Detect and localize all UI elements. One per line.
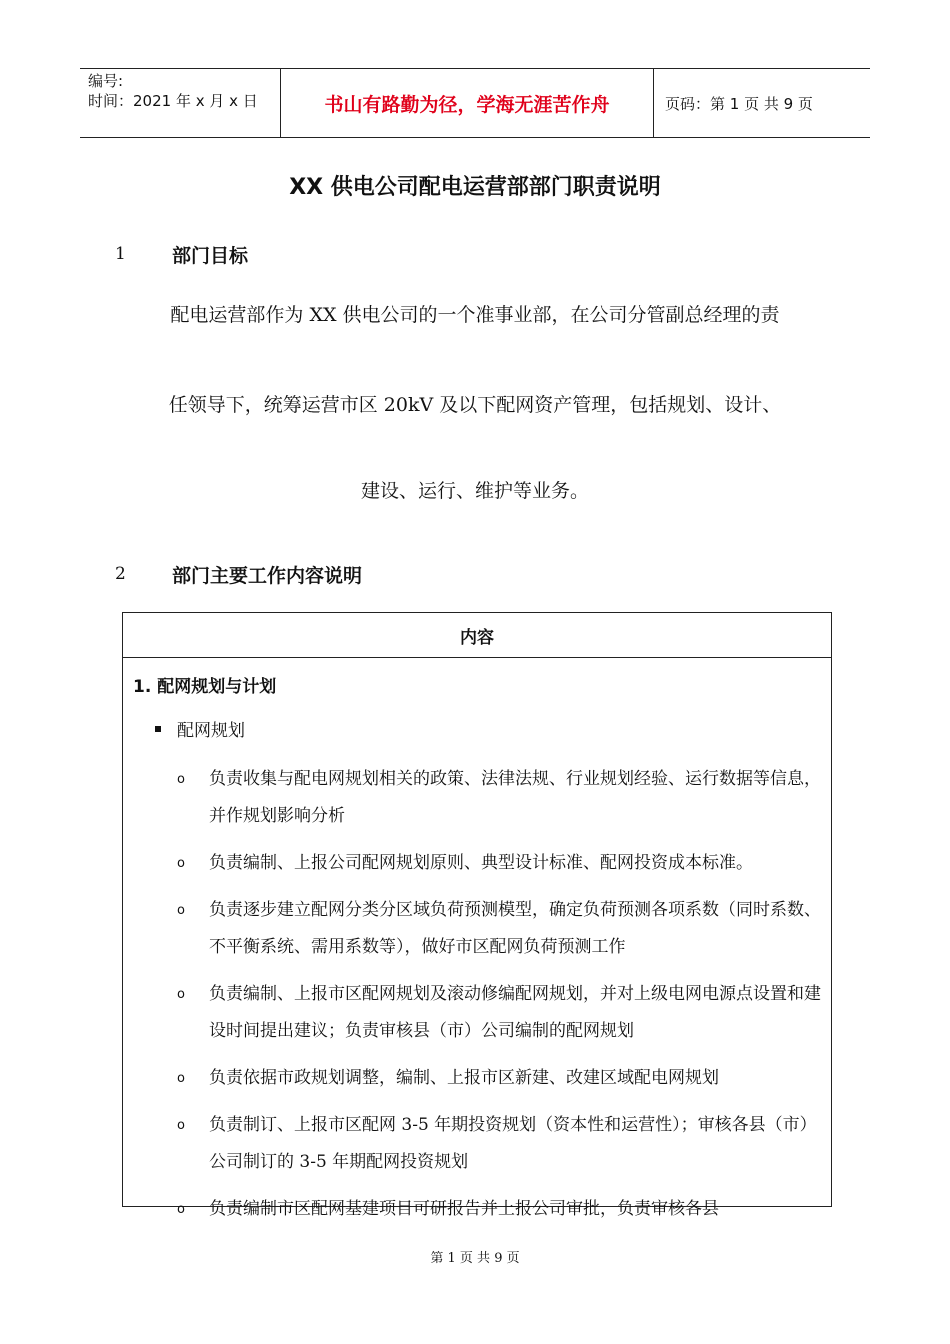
list-item	[177, 892, 827, 966]
list-item-text: 负责编制市区配网基建项目可研报告并上报公司审批，负责审核各县	[209, 1199, 719, 1219]
section1-number: 1	[115, 244, 126, 264]
table-header: 内容	[123, 613, 831, 658]
table-item-list	[177, 761, 827, 1238]
page-header	[80, 68, 870, 138]
list-item	[177, 1107, 827, 1181]
list-item-text: 负责依据市政规划调整，编制、上报市区新建、改建区域配电网规划	[209, 1068, 719, 1088]
header-page-info: 页码：第 1 页 共 9 页	[665, 95, 813, 113]
document-date-label: 时间：2021 年 x 月 x 日	[88, 92, 258, 110]
document-title: XX 供电公司配电运营部部门职责说明	[289, 175, 661, 200]
section1-line-1: 配电运营部作为 XX 供电公司的一个准事业部，在公司分管副总经理的责	[170, 304, 780, 326]
table-subtitle	[155, 716, 245, 741]
list-item-text: 负责编制、上报公司配网规划原则、典型设计标准、配网投资成本标准。	[209, 853, 753, 873]
list-item	[177, 1060, 827, 1097]
section2-number: 2	[115, 564, 126, 584]
document-number-label: 编号:	[88, 72, 124, 90]
circle-bullet-icon: o	[177, 903, 185, 918]
list-item	[177, 976, 827, 1050]
table-group-title: 1. 配网规划与计划	[133, 677, 277, 697]
circle-bullet-icon: o	[177, 772, 185, 787]
list-item-text: 负责逐步建立配网分类分区域负荷预测模型，确定负荷预测各项系数（同时系数、不平衡系统、需用系数等），做好市区配网负荷预测工作	[209, 900, 821, 957]
circle-bullet-icon: o	[177, 1071, 185, 1086]
section1-title: 部门目标	[172, 245, 249, 267]
list-item-text: 负责编制、上报市区配网规划及滚动修编配网规划，并对上级电网电源点设置和建设时间提出建议；负责审核县（市）公司编制的配网规划	[209, 984, 821, 1041]
section1-line-2: 任领导下，统筹运营市区 20kV 及以下配网资产管理，包括规划、设计、	[168, 394, 782, 416]
circle-bullet-icon: o	[177, 1118, 185, 1133]
header-meta	[88, 71, 258, 111]
circle-bullet-icon: o	[177, 856, 185, 871]
content-table	[122, 612, 832, 1219]
list-item	[177, 845, 827, 882]
list-item	[177, 761, 827, 835]
circle-bullet-icon: o	[177, 1202, 185, 1217]
section2-title: 部门主要工作内容说明	[172, 565, 363, 587]
list-item	[177, 1191, 827, 1228]
square-bullet-icon	[155, 726, 161, 732]
section1-line-3: 建设、运行、维护等业务。	[360, 480, 589, 502]
header-motto: 书山有路勤为径，学海无涯苦作舟	[280, 69, 654, 137]
table-subtitle-label: 配网规划	[177, 721, 245, 741]
page-footer: 第 1 页 共 9 页	[430, 1251, 520, 1266]
list-item-text: 负责制订、上报市区配网 3-5 年期投资规划（资本性和运营性）；审核各县（市）公司制订的 3-5 年期配网投资规划	[209, 1115, 817, 1172]
circle-bullet-icon: o	[177, 987, 185, 1002]
list-item-text: 负责收集与配电网规划相关的政策、法律法规、行业规划经验、运行数据等信息，并作规划影响分析	[209, 769, 821, 826]
